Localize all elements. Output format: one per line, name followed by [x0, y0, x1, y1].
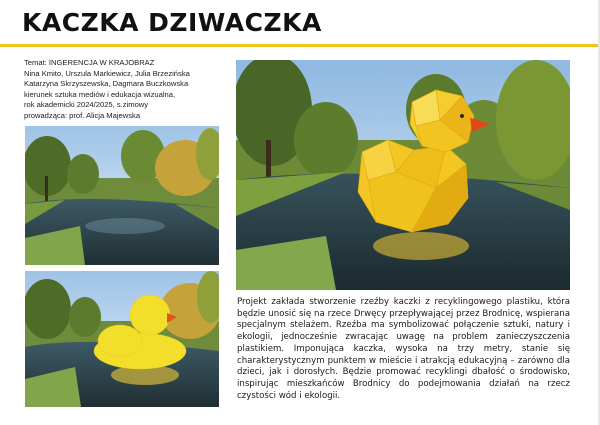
river-park-photo — [25, 126, 219, 265]
page-title: KACZKA DZIWACZKA — [22, 8, 322, 37]
title-underline — [0, 44, 600, 47]
meta-topic: Temat: INGERENCJA W KRAJOBRAZ — [24, 58, 155, 67]
river-duck-sculpture-visualization — [236, 60, 570, 290]
meta-authors-1: Nina Kmito, Urszula Markiewicz, Julia Brzezińska — [24, 68, 190, 78]
meta-supervisor: prowadząca: prof. Alicja Majewska — [24, 110, 141, 120]
meta-year: rok akademicki 2024/2025, s.zimowy — [24, 100, 149, 109]
meta-authors-2: Katarzyna Skrzyszewska, Dagmara Buczkowska — [24, 79, 189, 88]
project-description: Projekt zakłada stworzenie rzeźby kaczki z recyklingowego plastiku, która będzie unosić się na rzece Drwęcy przepływającej przez Brodnicę, wspierana specjalnym stelażem. Rzeźba ma symbolizować połączenie sztuki, natury i ekologii, jednocześnie zwracając uwagę na problem zanieczyszczenia plastikiem. Imponująca kaczka, wysoka na trzy metry, stanie się charakterystycznym punktem w mieście i atrakcją edukacyjną – zarówno dla dzieci, jak i dorosłych. Będzie promować recyklingi dbałość o środowisko, inspirując mieszkańców Brodnicy do podejmowania działań na rzecz czystości wód i ekologii. — [237, 297, 570, 401]
river-park-with-duck-photo — [25, 271, 219, 407]
project-info — [24, 58, 229, 121]
meta-field: kierunek sztuka mediów i edukacja wizualna, — [24, 89, 176, 99]
